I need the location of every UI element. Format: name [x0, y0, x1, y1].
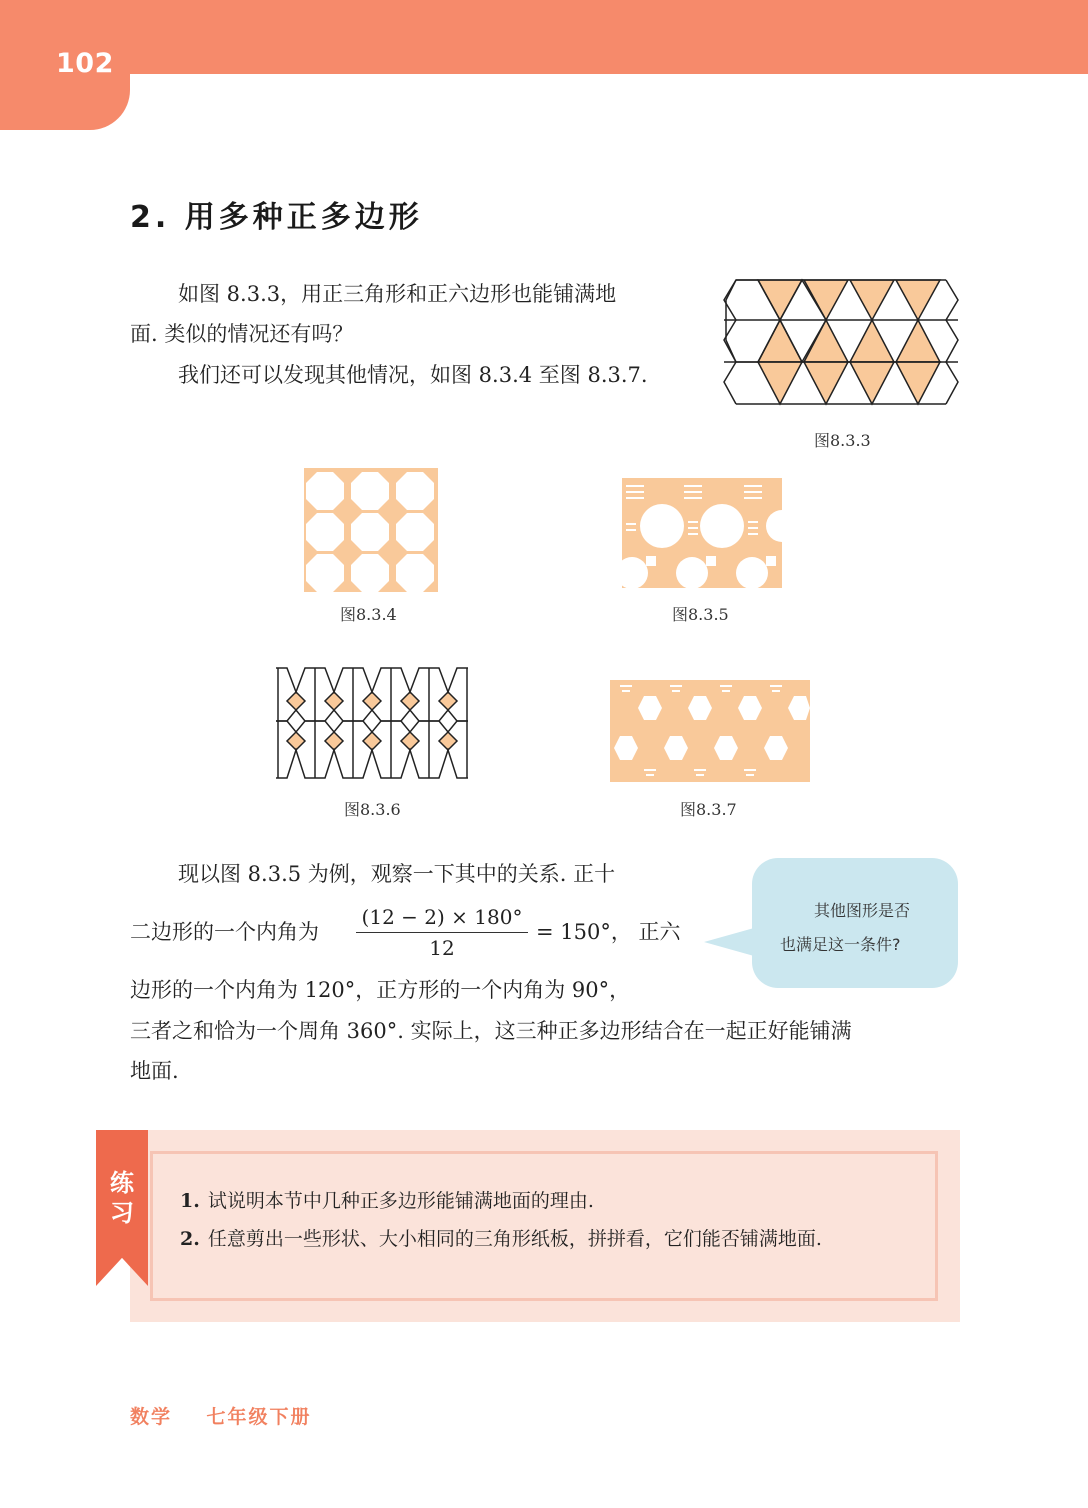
figure-8-3-4-octagon-square-tiling: [304, 468, 438, 592]
bubble-line-1: 其他图形是否: [814, 901, 911, 920]
bubble-line-2: 也满足这一条件?: [780, 935, 901, 954]
figure-8-3-3-triangle-hexagon-tiling: [722, 278, 962, 406]
caption-8-3-5: 图8.3.5: [672, 605, 729, 624]
top-banner: [0, 0, 1088, 74]
intro-line-1: 如图 8.3.3，用正三角形和正六边形也能铺满地: [178, 282, 617, 306]
exercise-item-2-text: 任意剪出一些形状、大小相同的三角形纸板，拼拼看，它们能否铺满地面.: [207, 1228, 822, 1250]
caption-8-3-6: 图8.3.6: [344, 800, 401, 819]
fraction-bar: [356, 932, 528, 933]
exercise-item-2: [180, 1224, 822, 1251]
figure-8-3-7-hexagon-triangle-square-tiling: [610, 680, 810, 782]
exercise-item-2-number: 2.: [180, 1228, 200, 1250]
interior-angle-fraction: [356, 905, 528, 959]
fraction-numerator: (12 − 2) × 180°: [361, 905, 523, 929]
speech-bubble-tail: [704, 928, 754, 956]
figure-8-3-6-octagon-square-outline-tiling: [276, 664, 470, 782]
caption-8-3-4: 图8.3.4: [340, 605, 397, 624]
analysis-line-3: 边形的一个内角为 120°，正方形的一个内角为 90°，: [130, 978, 631, 1002]
caption-8-3-3: 图8.3.3: [814, 431, 871, 450]
caption-8-3-7: 图8.3.7: [680, 800, 737, 819]
exercise-item-1-number: 1.: [180, 1190, 200, 1212]
intro-line-3: 我们还可以发现其他情况，如图 8.3.4 至图 8.3.7.: [178, 363, 648, 387]
analysis-line-4: 三者之和恰为一个周角 360°. 实际上，这三种正多边形结合在一起正好能铺满: [130, 1019, 852, 1043]
intro-line-2: 面. 类似的情况还有吗？: [130, 322, 354, 346]
section-heading: 2. 用多种正多边形: [130, 200, 423, 235]
analysis-line-2-pre: 二边形的一个内角为: [130, 920, 319, 944]
exercise-item-1: [180, 1186, 594, 1213]
exercise-label: 练习: [110, 1169, 134, 1227]
analysis-line-1: 现以图 8.3.5 为例，观察一下其中的关系. 正十: [178, 862, 616, 886]
analysis-line-5: 地面.: [130, 1059, 179, 1083]
page-number: 102: [56, 48, 114, 79]
speech-bubble: [752, 858, 958, 988]
fraction-denominator: 12: [429, 936, 455, 960]
exercise-item-1-text: 试说明本节中几种正多边形能铺满地面的理由.: [207, 1190, 594, 1212]
analysis-line-2-post: = 150°， 正六: [536, 920, 681, 944]
footer-book-title: 数学 七年级下册: [130, 1406, 312, 1428]
figure-8-3-5-dodecagon-hexagon-square-tiling: [622, 478, 782, 588]
